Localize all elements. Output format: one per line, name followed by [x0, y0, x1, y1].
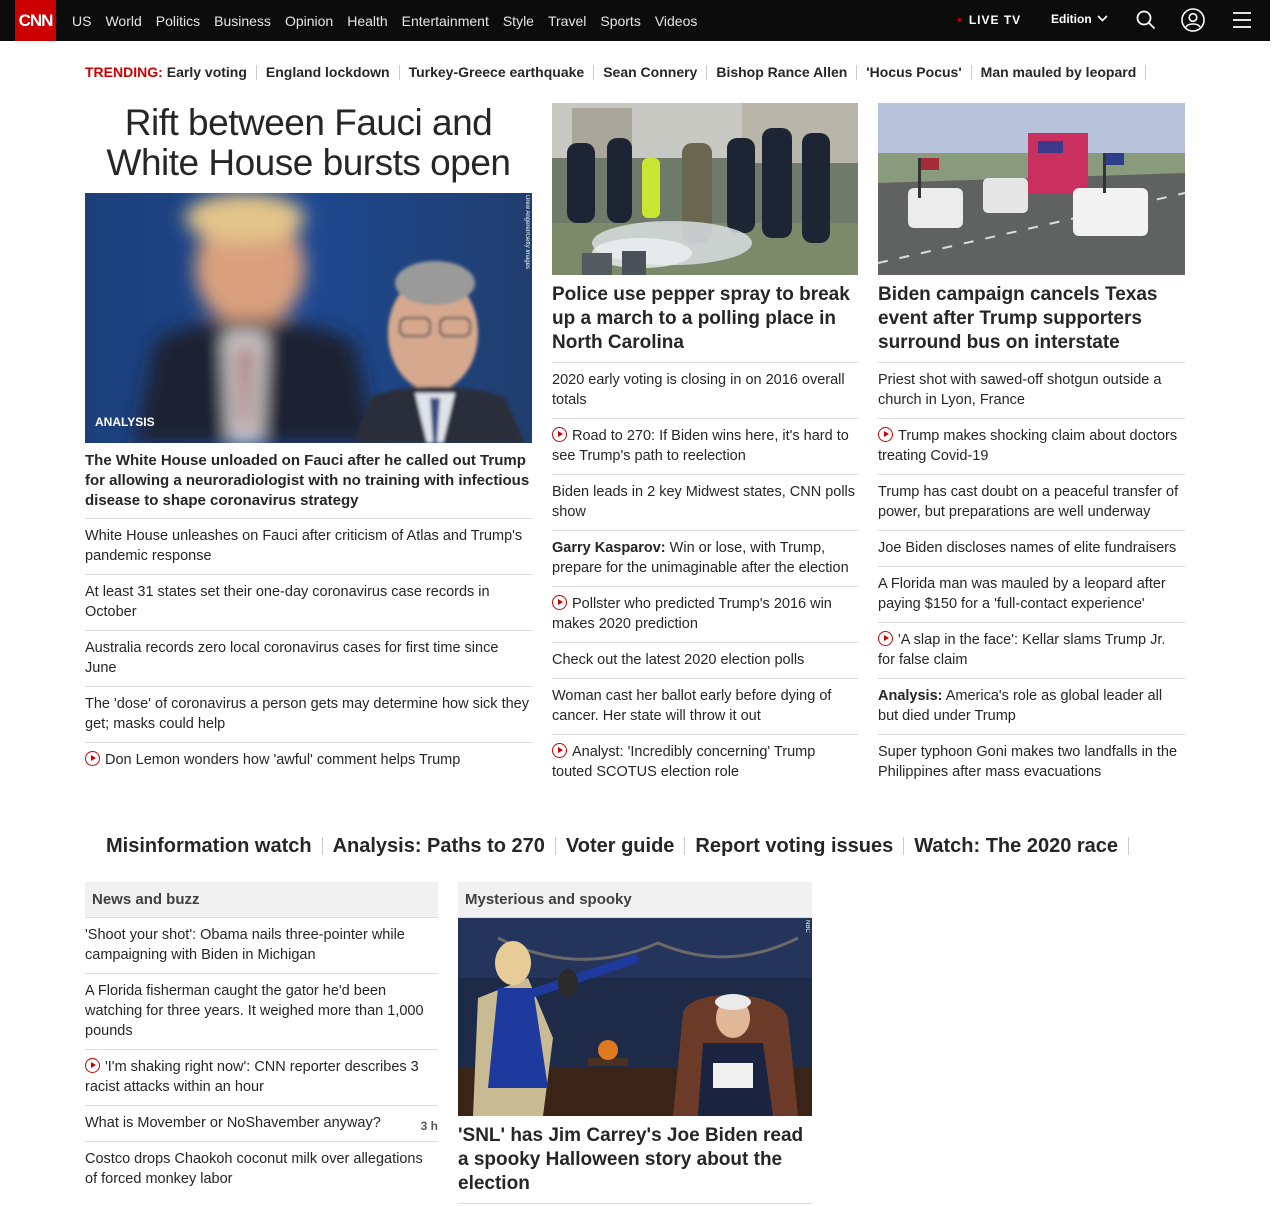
snl-photo-credit: NBC: [804, 920, 810, 933]
snl-headline[interactable]: 'SNL' has Jim Carrey's Joe Biden read a spooky Halloween story about the election: [458, 1116, 812, 1204]
item-text: Don Lemon wonders how 'awful' comment helps Trump: [105, 752, 461, 768]
lead-story-column: [85, 103, 532, 778]
lead-image[interactable]: [85, 193, 532, 443]
list-item[interactable]: [878, 475, 1185, 531]
timestamp: 3 h: [420, 1119, 438, 1133]
list-item[interactable]: [552, 419, 858, 475]
item-text: Check out the latest 2020 election polls: [552, 652, 805, 668]
video-play-icon: [878, 427, 893, 442]
second-headline[interactable]: Police use pepper spray to break up a march to a polling place in North Carolina: [552, 275, 858, 363]
live-tv-link[interactable]: [957, 13, 1021, 27]
list-item[interactable]: [552, 475, 858, 531]
video-play-icon: [552, 427, 567, 442]
list-item[interactable]: [552, 679, 858, 735]
section-link[interactable]: Analysis: Paths to 270: [333, 837, 556, 855]
pepper-spray-image[interactable]: [552, 103, 858, 275]
police-march-photo: [552, 103, 858, 275]
trending-link[interactable]: Sean Connery: [603, 65, 707, 80]
chevron-down-icon: [1097, 15, 1108, 22]
news-buzz-list: [85, 918, 438, 1197]
item-text: A Florida fisherman caught the gator he'd been watching for three years. It weighed more than 1,000 pounds: [85, 983, 424, 1039]
list-item[interactable]: [878, 567, 1185, 623]
video-play-icon: [552, 595, 567, 610]
item-text: What is Movember or NoShavember anyway?: [85, 1115, 381, 1131]
item-text: White House unleashes on Fauci after criticism of Atlas and Trump's pandemic response: [85, 528, 523, 564]
trending-link[interactable]: Early voting: [167, 65, 257, 80]
list-item[interactable]: [85, 575, 532, 631]
item-text: Super typhoon Goni makes two landfalls in the Philippines after mass evacuations: [878, 744, 1178, 780]
list-item[interactable]: [552, 531, 858, 587]
list-item[interactable]: [85, 687, 532, 743]
news-buzz-title: News and buzz: [85, 882, 438, 918]
edition-selector[interactable]: [1051, 12, 1108, 26]
third-related-list: [878, 363, 1185, 790]
trending-link[interactable]: Turkey-Greece earthquake: [409, 65, 595, 80]
list-item[interactable]: [878, 419, 1185, 475]
fauci-photo: [85, 193, 532, 443]
edition-label: Edition: [1051, 12, 1092, 26]
nav-item-sports[interactable]: Sports: [600, 12, 641, 29]
election-section-links: [106, 833, 1139, 859]
lead-related-list: [85, 519, 532, 778]
trending-link[interactable]: Bishop Rance Allen: [716, 65, 857, 80]
trending-label: TRENDING:: [85, 64, 163, 80]
item-text: Biden leads in 2 key Midwest states, CNN polls show: [552, 484, 856, 520]
list-item[interactable]: [85, 743, 532, 778]
search-icon[interactable]: [1134, 8, 1158, 32]
cnn-logo[interactable]: CNN: [15, 0, 56, 41]
trending-link[interactable]: 'Hocus Pocus': [866, 65, 971, 80]
list-item[interactable]: [85, 1050, 438, 1106]
item-text: Win or lose, with Trump, prepare for the unimaginable after the election: [552, 540, 849, 576]
third-story-column: [878, 103, 1185, 790]
snl-image[interactable]: [458, 918, 812, 1116]
item-text: Joe Biden discloses names of elite fundraisers: [878, 540, 1177, 556]
item-text: Trump has cast doubt on a peaceful transfer of power, but preparations are well underway: [878, 484, 1179, 520]
third-headline[interactable]: Biden campaign cancels Texas event after Trump supporters surround bus on interstate: [878, 275, 1185, 363]
list-item[interactable]: [85, 974, 438, 1050]
lead-headline[interactable]: Rift between Fauci and White House bursts open: [106, 102, 511, 183]
list-item[interactable]: [85, 1106, 438, 1142]
section-link[interactable]: Report voting issues: [695, 837, 904, 855]
live-dot-icon: ●: [957, 15, 963, 24]
item-text: Analyst: 'Incredibly concerning' Trump touted SCOTUS election role: [552, 744, 816, 780]
list-item[interactable]: [552, 363, 858, 419]
news-buzz-zone: [85, 882, 438, 1197]
lead-caption[interactable]: The White House unloaded on Fauci after he called out Trump for allowing a neuroradiologist with no training with infectious disease to shape coronavirus strategy: [85, 443, 532, 519]
list-item[interactable]: [878, 623, 1185, 679]
spooky-title: Mysterious and spooky: [458, 882, 812, 918]
second-story-column: [552, 103, 858, 790]
nav-item-travel[interactable]: Travel: [547, 12, 587, 29]
nav-item-videos[interactable]: Videos: [654, 12, 698, 29]
nav-item-opinion[interactable]: Opinion: [284, 12, 334, 29]
nav-item-entertainment[interactable]: Entertainment: [401, 12, 489, 29]
nav-item-world[interactable]: World: [105, 12, 142, 29]
video-play-icon: [85, 751, 100, 766]
list-item[interactable]: [552, 587, 858, 643]
section-link[interactable]: Misinformation watch: [106, 837, 323, 855]
list-item[interactable]: [552, 643, 858, 679]
video-play-icon: [85, 1058, 100, 1073]
item-text: Road to 270: If Biden wins here, it's hard to see Trump's path to reelection: [552, 428, 849, 464]
item-text: At least 31 states set their one-day coronavirus case records in October: [85, 584, 490, 620]
item-prefix: Analysis:: [878, 688, 943, 704]
item-text: America's role as global leader all but died under Trump: [878, 688, 1163, 724]
list-item[interactable]: [85, 631, 532, 687]
list-item[interactable]: [878, 679, 1185, 735]
list-item[interactable]: [85, 1142, 438, 1197]
list-item[interactable]: [85, 918, 438, 974]
account-icon[interactable]: [1181, 8, 1205, 32]
video-play-icon: [552, 743, 567, 758]
list-item[interactable]: [85, 519, 532, 575]
biden-bus-image[interactable]: [878, 103, 1185, 275]
section-link[interactable]: Watch: The 2020 race: [914, 837, 1129, 855]
list-item[interactable]: [878, 735, 1185, 790]
nav-menu: [72, 0, 711, 41]
nav-item-health[interactable]: Health: [347, 12, 388, 29]
live-tv-label: LIVE TV: [968, 13, 1022, 27]
item-text: Trump makes shocking claim about doctors treating Covid-19: [878, 428, 1178, 464]
item-text: 'Shoot your shot': Obama nails three-pointer while campaigning with Biden in Michigan: [85, 927, 405, 963]
item-text: 2020 early voting is closing in on 2016 overall totals: [552, 372, 845, 408]
trending-bar: [85, 62, 1185, 82]
item-text: Australia records zero local coronavirus cases for first time since June: [85, 640, 499, 676]
item-text: Costco drops Chaokoh coconut milk over allegations of forced monkey labor: [85, 1151, 423, 1187]
trending-link[interactable]: England lockdown: [266, 65, 400, 80]
item-text: Priest shot with sawed-off shotgun outside a church in Lyon, France: [878, 372, 1162, 408]
item-text: 'I'm shaking right now': CNN reporter describes 3 racist attacks within an hour: [85, 1059, 419, 1095]
highway-convoy-photo: [878, 103, 1185, 275]
snl-photo: [458, 918, 812, 1116]
analysis-badge: ANALYSIS: [95, 415, 155, 429]
list-item[interactable]: [552, 735, 858, 790]
spooky-zone: [458, 882, 812, 1204]
top-nav: [0, 0, 1270, 41]
item-prefix: Garry Kasparov:: [552, 540, 666, 556]
trending-link[interactable]: Man mauled by leopard: [981, 65, 1147, 80]
list-item[interactable]: [878, 363, 1185, 419]
menu-icon[interactable]: [1230, 8, 1254, 32]
photo-credit: Drew Angerer/Getty Images: [524, 195, 530, 270]
section-link[interactable]: Voter guide: [566, 837, 686, 855]
item-text: Woman cast her ballot early before dying of cancer. Her state will throw it out: [552, 688, 832, 724]
nav-item-politics[interactable]: Politics: [155, 12, 201, 29]
item-text: 'A slap in the face': Kellar slams Trump Jr. for false claim: [878, 632, 1166, 668]
video-play-icon: [878, 631, 893, 646]
nav-item-style[interactable]: Style: [502, 12, 534, 29]
nav-item-us[interactable]: US: [72, 12, 92, 29]
nav-item-business[interactable]: Business: [214, 12, 271, 29]
item-text: A Florida man was mauled by a leopard after paying $150 for a 'full-contact experience': [878, 576, 1166, 612]
list-item[interactable]: [878, 531, 1185, 567]
item-text: The 'dose' of coronavirus a person gets may determine how sick they get; masks could help: [85, 696, 529, 732]
item-text: Pollster who predicted Trump's 2016 win makes 2020 prediction: [552, 596, 832, 632]
second-related-list: [552, 363, 858, 790]
